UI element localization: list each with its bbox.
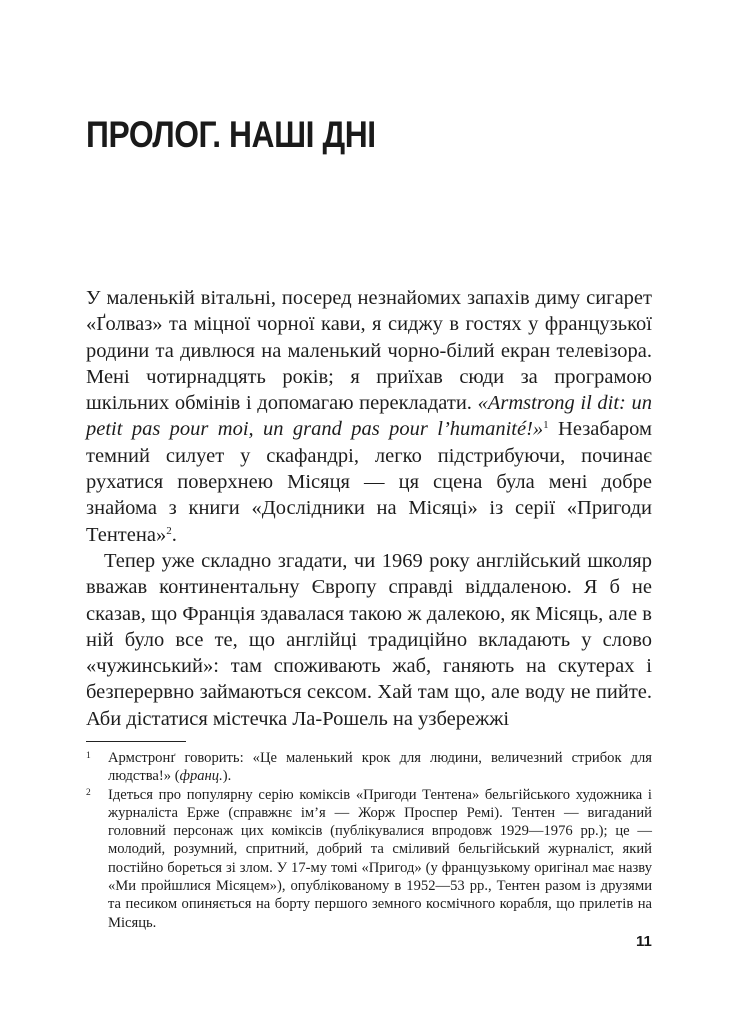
footnote-2-text: Ідеться про популярну серію коміксів «Пригоди Тентена» бельгійського художника і журналіста Ерже (справжнє ім’я — Жорж Проспер Ремі). Тентен — вигаданий головний персонаж цих коміксів (публікувалися впродовж 1929—1976 рр.); це — молодий, розумний, спритний, добрий та сміливий бельгійський журналіст, який постійно бореться зі злом. У 17-му томі «Пригод» (у французькому оригінал має назву «Ми пройшлися Місяцем»), опублікованому в 1952—53 рр., Тентен разом із друзями та песиком опиняється на борту першого земного космічного корабля, що прилетів на Місяць. <box>108 786 652 931</box>
footnote-ref-2: 2 <box>166 524 172 537</box>
footnotes <box>86 749 652 932</box>
footnote-1-text-main: Армстронґ говорить: «Це маленький крок для людини, величезний стрибок для людства!» ( <box>108 750 652 785</box>
footnote-1-text-end: ). <box>222 768 232 785</box>
paragraph-1-text: У маленькій вітальні, посеред незнайомих запахів диму сигарет «Ґолваз» та міцної чорної кави, я сиджу в гостях у французької родини та дивлюся на маленький чорно-білий екран телевізора. Мені чотирнадцять років; я приїхав сюди за програмою шкільних обмінів і допомагаю перекладати. <box>86 287 652 415</box>
footnote-2-number: 2 <box>86 787 91 798</box>
chapter-title: ПРОЛОГ. НАШІ ДНІ <box>86 114 376 155</box>
paragraph-1 <box>86 285 652 548</box>
page-number: 11 <box>636 933 652 950</box>
armstrong-quote: «Armstrong il dit: un petit pas pour moi, un grand pas pour l’humanité!» <box>86 392 652 441</box>
body-text <box>86 285 652 732</box>
footnote-2 <box>86 786 652 932</box>
paragraph-2: Тепер уже складно згадати, чи 1969 року англійський школяр вважав континентальну Європу справді віддаленою. Я б не сказав, що Франція здавалася такою ж далекою, як Місяць, але в ній було все те, що англійці традиційно вкладають у слово «чужинський»: там споживають жаб, ганяють на скутерах і безперервно займаються сексом. Хай там що, але воду не пийте. Аби дістатися містечка Ла-Рошель на узбережжі <box>86 549 652 730</box>
footnote-1-number: 1 <box>86 751 91 761</box>
footnote-1-text <box>108 749 652 786</box>
footnote-separator <box>86 741 186 742</box>
paragraph-1-continuation: Незабаром темний силует у скафандрі, легко підстрибуючи, починає рухатися поверхнею Місяця — ця сцена була мені добре знайома з книги «Дослідники на Місяці» із серії «Пригоди Тентена» <box>86 418 652 546</box>
footnote-ref-1: 1 <box>543 419 549 432</box>
footnote-1 <box>86 749 652 786</box>
footnote-1-language-note: франц. <box>179 768 223 785</box>
paragraph-1-end: . <box>171 523 177 546</box>
